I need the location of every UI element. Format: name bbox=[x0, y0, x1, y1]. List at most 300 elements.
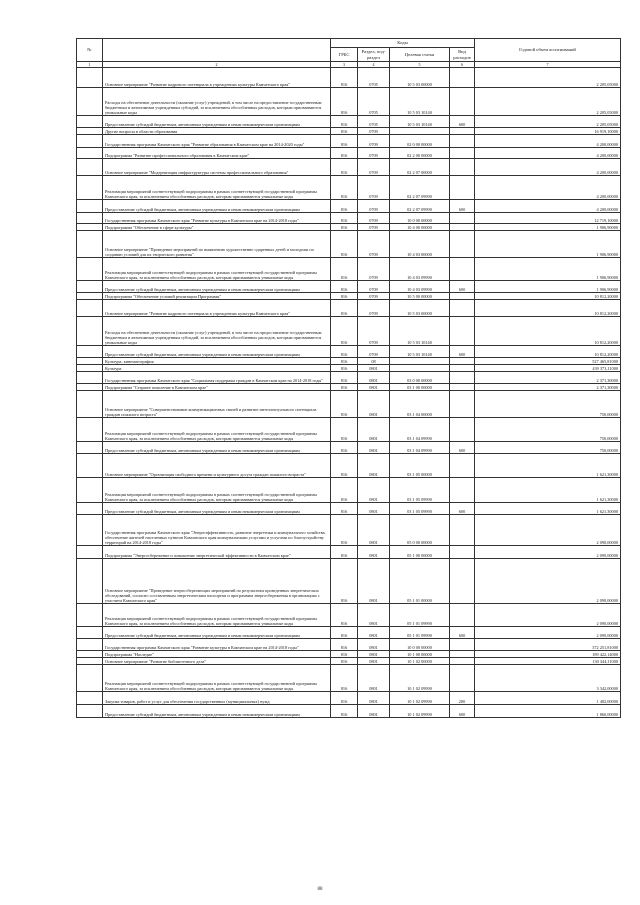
item-name-cell: Подпрограмма "Наследие" bbox=[103, 651, 331, 658]
col-num: 1 bbox=[77, 62, 103, 68]
csr-cell: 10 1 00 00000 bbox=[390, 651, 450, 658]
vr-cell: 600 bbox=[450, 442, 475, 454]
row-number-cell bbox=[77, 372, 103, 384]
grbs-cell: 816 bbox=[331, 365, 358, 372]
sum-cell: 12 719,10000 bbox=[475, 213, 621, 224]
grbs-cell: 816 bbox=[331, 346, 358, 358]
row-number-cell bbox=[77, 293, 103, 300]
table-row bbox=[77, 116, 621, 128]
item-name-cell: Основное мероприятие "Проведение энергосберегающих мероприятий по результатам проведенных энергетических обследований, согласно составленным энергетическим паспортам и программам энергосбережения в организациях с участием Камчатского края" bbox=[103, 559, 331, 604]
csr-cell: 10 0 00 00000 bbox=[390, 213, 450, 224]
table-row bbox=[77, 365, 621, 372]
sum-cell: 1 621,30000 bbox=[475, 478, 621, 503]
vr-cell bbox=[450, 258, 475, 281]
header-no: № bbox=[77, 39, 103, 62]
row-number-cell bbox=[77, 604, 103, 627]
sum-cell: 2 205,05000 bbox=[475, 116, 621, 128]
col-num: 2 bbox=[103, 62, 331, 68]
razdel-cell: 0801 bbox=[358, 418, 390, 442]
razdel-cell: 0801 bbox=[358, 372, 390, 384]
item-name-cell: Подпрограмма "Развитие профессионального образования в Камчатском крае" bbox=[103, 148, 331, 159]
sum-cell: 2 205,05000 bbox=[475, 88, 621, 116]
grbs-cell: 816 bbox=[331, 639, 358, 651]
table-row bbox=[77, 317, 621, 346]
csr-cell: 10 0 00 00000 bbox=[390, 639, 450, 651]
vr-cell bbox=[450, 128, 475, 135]
vr-cell bbox=[450, 68, 475, 88]
razdel-cell: 0801 bbox=[358, 503, 390, 515]
grbs-cell: 816 bbox=[331, 88, 358, 116]
vr-cell bbox=[450, 478, 475, 503]
razdel-cell: 0709 bbox=[358, 135, 390, 148]
razdel-cell: 0709 bbox=[358, 176, 390, 200]
csr-cell: 10 5 03 00000 bbox=[390, 300, 450, 317]
item-name-cell: Предоставление субсидий бюджетным, автономным учреждениям и иным некоммерческим организациям bbox=[103, 627, 331, 639]
sum-cell: 2 090,00000 bbox=[475, 627, 621, 639]
razdel-cell: 0801 bbox=[358, 658, 390, 665]
table-row bbox=[77, 442, 621, 454]
row-number-cell bbox=[77, 68, 103, 88]
sum-cell: 2 205,05000 bbox=[475, 68, 621, 88]
csr-cell: 10 5 03 10140 bbox=[390, 346, 450, 358]
table-row bbox=[77, 705, 621, 718]
sum-cell: 16 919,10000 bbox=[475, 128, 621, 135]
grbs-cell: 816 bbox=[331, 224, 358, 231]
vr-cell bbox=[450, 559, 475, 604]
vr-cell bbox=[450, 231, 475, 258]
item-name-cell: Реализация мероприятий соответствующей подпрограммы в рамках соответствующей государственной программы Камчатского края, за исключением обособленных расходов, которым присваиваются уникальные коды bbox=[103, 176, 331, 200]
item-name-cell: Предоставление субсидий бюджетным, автономным учреждениям и иным некоммерческим организациям bbox=[103, 281, 331, 293]
item-name-cell: Культура, кинематография bbox=[103, 358, 331, 365]
item-name-cell: Государственная программа Камчатского края "Энергоэффективность, развитие энергетики и коммунального хозяйства, обеспечение жителей населенных пунктов Камчатского края коммунальными услугами и услугами по благоустройству территорий на 2014-2018 годы" bbox=[103, 515, 331, 546]
sum-cell: 4 200,00000 bbox=[475, 148, 621, 159]
row-number-cell bbox=[77, 639, 103, 651]
table-row bbox=[77, 88, 621, 116]
razdel-cell: 0709 bbox=[358, 300, 390, 317]
vr-cell: 200 bbox=[450, 692, 475, 705]
row-number-cell bbox=[77, 418, 103, 442]
sum-cell: 2 090,00000 bbox=[475, 546, 621, 559]
item-name-cell: Основное мероприятие "Развитие кадрового потенциала в учреждениях культуры Камчатского края" bbox=[103, 68, 331, 88]
razdel-cell: 0801 bbox=[358, 627, 390, 639]
table-row bbox=[77, 224, 621, 231]
csr-cell: 02 0 00 00000 bbox=[390, 135, 450, 148]
table-row bbox=[77, 559, 621, 604]
item-name-cell: Закупка товаров, работ и услуг для обеспечения государственных (муниципальных) нужд bbox=[103, 692, 331, 705]
grbs-cell: 816 bbox=[331, 658, 358, 665]
item-name-cell: Основное мероприятие "Развитие кадрового потенциала в учреждениях культуры Камчатского края" bbox=[103, 300, 331, 317]
grbs-cell: 816 bbox=[331, 454, 358, 478]
csr-cell: 03 1 04 09990 bbox=[390, 418, 450, 442]
csr-cell bbox=[390, 128, 450, 135]
grbs-cell: 816 bbox=[331, 213, 358, 224]
vr-cell: 600 bbox=[450, 281, 475, 293]
vr-cell bbox=[450, 651, 475, 658]
item-name-cell: Основное мероприятие "Развитие библиотечного дела" bbox=[103, 658, 331, 665]
item-name-cell: Предоставление субсидий бюджетным, автономным учреждениям и иным некоммерческим организациям bbox=[103, 116, 331, 128]
col-num: 7 bbox=[475, 62, 621, 68]
sum-cell: 4 200,00000 bbox=[475, 135, 621, 148]
table-row bbox=[77, 651, 621, 658]
razdel-cell: 0801 bbox=[358, 692, 390, 705]
vr-cell bbox=[450, 88, 475, 116]
sum-cell: 750,00000 bbox=[475, 442, 621, 454]
sum-cell: 1 906,90000 bbox=[475, 224, 621, 231]
table-row bbox=[77, 604, 621, 627]
item-name-cell: Реализация мероприятий соответствующей подпрограммы в рамках соответствующей государственной программы Камчатского края, за исключением обособленных расходов, которым присваиваются уникальные коды bbox=[103, 478, 331, 503]
item-name-cell: Подпрограмма "Обеспечение в сфере культуры" bbox=[103, 224, 331, 231]
item-name-cell: Расходы на обеспечение деятельности (оказание услуг) учреждений, в том числе на предоставление государственным бюджетным и автономным учреждениям субсидий, за исключением обособленных расходов, которым присваиваются уникальные коды bbox=[103, 88, 331, 116]
grbs-cell: 816 bbox=[331, 159, 358, 176]
vr-cell bbox=[450, 365, 475, 372]
row-number-cell bbox=[77, 281, 103, 293]
sum-cell: 372 251,81000 bbox=[475, 639, 621, 651]
sum-cell: 2 090,00000 bbox=[475, 515, 621, 546]
sum-cell: 4 200,00000 bbox=[475, 200, 621, 213]
row-number-cell bbox=[77, 515, 103, 546]
vr-cell bbox=[450, 604, 475, 627]
table-row bbox=[77, 454, 621, 478]
sum-cell: 2 371,30000 bbox=[475, 384, 621, 391]
sum-cell: 1 906,90000 bbox=[475, 231, 621, 258]
item-name-cell: Подпрограмма "Обеспечение условий реализации Программы" bbox=[103, 293, 331, 300]
razdel-cell: 0705 bbox=[358, 68, 390, 88]
razdel-cell: 0801 bbox=[358, 515, 390, 546]
grbs-cell: 816 bbox=[331, 176, 358, 200]
table-row bbox=[77, 176, 621, 200]
table-row bbox=[77, 639, 621, 651]
col-num: 4 bbox=[358, 62, 390, 68]
razdel-cell: 0801 bbox=[358, 651, 390, 658]
row-number-cell bbox=[77, 503, 103, 515]
row-number-cell bbox=[77, 88, 103, 116]
vr-cell bbox=[450, 639, 475, 651]
vr-cell bbox=[450, 658, 475, 665]
vr-cell: 600 bbox=[450, 503, 475, 515]
table-row bbox=[77, 258, 621, 281]
csr-cell: 02 2 07 00000 bbox=[390, 159, 450, 176]
table-body bbox=[77, 68, 621, 718]
table-header bbox=[77, 39, 621, 68]
razdel-cell: 0709 bbox=[358, 317, 390, 346]
row-number-cell bbox=[77, 159, 103, 176]
col-num: 6 bbox=[450, 62, 475, 68]
grbs-cell: 816 bbox=[331, 692, 358, 705]
razdel-cell: 0801 bbox=[358, 454, 390, 478]
grbs-cell: 816 bbox=[331, 148, 358, 159]
row-number-cell bbox=[77, 627, 103, 639]
item-name-cell: Расходы на обеспечение деятельности (оказание услуг) учреждений, в том числе на предоставление государственным бюджетным и автономным учреждениям субсидий, за исключением обособленных расходов, которым присваиваются уникальные коды bbox=[103, 317, 331, 346]
header-total: Годовой объем ассигнований bbox=[475, 39, 621, 62]
csr-cell: 03 1 04 00000 bbox=[390, 391, 450, 418]
item-name-cell: Основное мероприятие "Проведение мероприятий по выявлению художественно одаренных детей и молодежи по созданию условий для их творческого развития" bbox=[103, 231, 331, 258]
vr-cell bbox=[450, 384, 475, 391]
grbs-cell: 816 bbox=[331, 705, 358, 718]
csr-cell: 10 1 02 00000 bbox=[390, 658, 450, 665]
vr-cell: 600 bbox=[450, 200, 475, 213]
vr-cell: 600 bbox=[450, 346, 475, 358]
row-number-cell bbox=[77, 200, 103, 213]
vr-cell bbox=[450, 418, 475, 442]
csr-cell: 05 1 00 00000 bbox=[390, 546, 450, 559]
csr-cell: 10 4 03 00000 bbox=[390, 231, 450, 258]
header-vr: Вид расходов bbox=[450, 48, 475, 62]
item-name-cell: Предоставление субсидий бюджетным, автономным учреждениям и иным некоммерческим организациям bbox=[103, 705, 331, 718]
sum-cell: 1 482,00000 bbox=[475, 692, 621, 705]
row-number-cell bbox=[77, 559, 103, 604]
item-name-cell: Основное мероприятие "Модернизация инфраструктуры системы профессионального образования" bbox=[103, 159, 331, 176]
csr-cell: 10 4 03 09990 bbox=[390, 281, 450, 293]
table-row bbox=[77, 358, 621, 365]
razdel-cell: 0801 bbox=[358, 705, 390, 718]
vr-cell bbox=[450, 372, 475, 384]
grbs-cell: 816 bbox=[331, 546, 358, 559]
sum-cell: 10 812,20000 bbox=[475, 317, 621, 346]
row-number-cell bbox=[77, 478, 103, 503]
csr-cell: 03 1 00 00000 bbox=[390, 384, 450, 391]
grbs-cell: 816 bbox=[331, 604, 358, 627]
row-number-cell bbox=[77, 213, 103, 224]
table-row bbox=[77, 546, 621, 559]
sum-cell: 439 373,11000 bbox=[475, 365, 621, 372]
razdel-cell: 0801 bbox=[358, 365, 390, 372]
table-row bbox=[77, 128, 621, 135]
csr-cell: 05 0 00 00000 bbox=[390, 515, 450, 546]
razdel-cell: 0709 bbox=[358, 159, 390, 176]
razdel-cell: 0801 bbox=[358, 604, 390, 627]
razdel-cell: 0709 bbox=[358, 213, 390, 224]
table-row bbox=[77, 384, 621, 391]
grbs-cell: 816 bbox=[331, 258, 358, 281]
csr-cell: 10 5 03 10140 bbox=[390, 88, 450, 116]
sum-cell: 750,00000 bbox=[475, 418, 621, 442]
header-csr: Целевая статья bbox=[390, 48, 450, 62]
vr-cell bbox=[450, 293, 475, 300]
grbs-cell: 816 bbox=[331, 281, 358, 293]
grbs-cell: 816 bbox=[331, 293, 358, 300]
item-name-cell: Государственная программа Камчатского края "Социальная поддержка граждан в Камчатском крае на 2014-2018 годы" bbox=[103, 372, 331, 384]
csr-cell: 03 1 05 09990 bbox=[390, 478, 450, 503]
budget-table bbox=[76, 38, 621, 718]
table-row bbox=[77, 300, 621, 317]
table-row bbox=[77, 658, 621, 665]
razdel-cell: 0705 bbox=[358, 88, 390, 116]
row-number-cell bbox=[77, 384, 103, 391]
table-row bbox=[77, 503, 621, 515]
item-name-cell: Предоставление субсидий бюджетным, автономным учреждениям и иным некоммерческим организациям bbox=[103, 346, 331, 358]
csr-cell: 10 4 00 00000 bbox=[390, 224, 450, 231]
item-name-cell: Предоставление субсидий бюджетным, автономным учреждениям и иным некоммерческим организациям bbox=[103, 442, 331, 454]
table-row bbox=[77, 231, 621, 258]
item-name-cell: Подпрограмма "Старшее поколение в Камчатском крае" bbox=[103, 384, 331, 391]
csr-cell: 10 5 00 00000 bbox=[390, 293, 450, 300]
table-row bbox=[77, 200, 621, 213]
razdel-cell: 0709 bbox=[358, 293, 390, 300]
table-row bbox=[77, 478, 621, 503]
grbs-cell: 816 bbox=[331, 128, 358, 135]
sum-cell: 1 621,30000 bbox=[475, 454, 621, 478]
row-number-cell bbox=[77, 692, 103, 705]
grbs-cell: 816 bbox=[331, 317, 358, 346]
table-row bbox=[77, 418, 621, 442]
row-number-cell bbox=[77, 128, 103, 135]
csr-cell: 10 1 02 09990 bbox=[390, 692, 450, 705]
vr-cell bbox=[450, 391, 475, 418]
sum-cell: 1 621,30000 bbox=[475, 503, 621, 515]
razdel-cell: 0705 bbox=[358, 116, 390, 128]
grbs-cell: 816 bbox=[331, 372, 358, 384]
grbs-cell: 816 bbox=[331, 418, 358, 442]
row-number-cell bbox=[77, 135, 103, 148]
vr-cell bbox=[450, 317, 475, 346]
sum-cell: 3 342,00000 bbox=[475, 665, 621, 692]
grbs-cell: 816 bbox=[331, 384, 358, 391]
razdel-cell: 0709 bbox=[358, 224, 390, 231]
row-number-cell bbox=[77, 391, 103, 418]
grbs-cell: 816 bbox=[331, 200, 358, 213]
row-number-cell bbox=[77, 442, 103, 454]
item-name-cell: Культура bbox=[103, 365, 331, 372]
grbs-cell: 816 bbox=[331, 231, 358, 258]
table-row bbox=[77, 372, 621, 384]
razdel-cell: 0801 bbox=[358, 665, 390, 692]
col-num: 3 bbox=[331, 62, 358, 68]
csr-cell: 10 5 03 00000 bbox=[390, 68, 450, 88]
header-grbs: ГРБС bbox=[331, 48, 358, 62]
razdel-cell: 0709 bbox=[358, 200, 390, 213]
razdel-cell: 0801 bbox=[358, 478, 390, 503]
table-row bbox=[77, 68, 621, 88]
row-number-cell bbox=[77, 658, 103, 665]
item-name-cell: Реализация мероприятий соответствующей подпрограммы в рамках соответствующей государственной программы Камчатского края, за исключением обособленных расходов, которым присваиваются уникальные коды bbox=[103, 418, 331, 442]
row-number-cell bbox=[77, 358, 103, 365]
csr-cell: 10 1 02 09990 bbox=[390, 705, 450, 718]
razdel-cell: 0709 bbox=[358, 231, 390, 258]
csr-cell: 03 1 05 09990 bbox=[390, 503, 450, 515]
csr-cell: 05 1 01 09990 bbox=[390, 604, 450, 627]
csr-cell: 10 5 03 10140 bbox=[390, 317, 450, 346]
razdel-cell: 0801 bbox=[358, 384, 390, 391]
vr-cell bbox=[450, 159, 475, 176]
sum-cell: 10 812,20000 bbox=[475, 346, 621, 358]
table-row bbox=[77, 627, 621, 639]
csr-cell: 03 1 04 09990 bbox=[390, 442, 450, 454]
vr-cell bbox=[450, 148, 475, 159]
csr-cell: 02 2 00 00000 bbox=[390, 148, 450, 159]
table-row bbox=[77, 346, 621, 358]
row-number-cell bbox=[77, 148, 103, 159]
row-number-cell bbox=[77, 116, 103, 128]
csr-cell: 02 2 07 09990 bbox=[390, 200, 450, 213]
header-razdel: Раздел, под-раздел bbox=[358, 48, 390, 62]
row-number-cell bbox=[77, 258, 103, 281]
item-name-cell: Государственная программа Камчатского края "Развитие культуры в Камчатском крае на 2014-2018 годы" bbox=[103, 639, 331, 651]
razdel-cell: 08 bbox=[358, 358, 390, 365]
vr-cell bbox=[450, 135, 475, 148]
razdel-cell: 0709 bbox=[358, 346, 390, 358]
vr-cell bbox=[450, 546, 475, 559]
csr-cell bbox=[390, 365, 450, 372]
item-name-cell: Реализация мероприятий соответствующей подпрограммы в рамках соответствующей государственной программы Камчатского края, за исключением обособленных расходов, которым присваиваются уникальные коды bbox=[103, 604, 331, 627]
sum-cell: 750,00000 bbox=[475, 391, 621, 418]
vr-cell: 600 bbox=[450, 705, 475, 718]
row-number-cell bbox=[77, 346, 103, 358]
csr-cell: 05 1 01 00000 bbox=[390, 559, 450, 604]
vr-cell bbox=[450, 213, 475, 224]
table-row bbox=[77, 391, 621, 418]
razdel-cell: 0801 bbox=[358, 559, 390, 604]
row-number-cell bbox=[77, 651, 103, 658]
grbs-cell: 816 bbox=[331, 478, 358, 503]
item-name-cell: Другие вопросы в области образования bbox=[103, 128, 331, 135]
row-number-cell bbox=[77, 546, 103, 559]
sum-cell: 4 200,00000 bbox=[475, 176, 621, 200]
grbs-cell: 816 bbox=[331, 651, 358, 658]
row-number-cell bbox=[77, 454, 103, 478]
grbs-cell: 816 bbox=[331, 135, 358, 148]
grbs-cell: 816 bbox=[331, 665, 358, 692]
vr-cell bbox=[450, 176, 475, 200]
grbs-cell: 816 bbox=[331, 559, 358, 604]
vr-cell bbox=[450, 454, 475, 478]
sum-cell: 4 200,00000 bbox=[475, 159, 621, 176]
grbs-cell: 816 bbox=[331, 515, 358, 546]
razdel-cell: 0709 bbox=[358, 148, 390, 159]
item-name-cell: Реализация мероприятий соответствующей подпрограммы в рамках соответствующей государственной программы Камчатского края, за исключением обособленных расходов, которым присваиваются уникальные коды bbox=[103, 258, 331, 281]
csr-cell bbox=[390, 358, 450, 365]
razdel-cell: 0801 bbox=[358, 391, 390, 418]
table-row bbox=[77, 159, 621, 176]
vr-cell: 600 bbox=[450, 627, 475, 639]
item-name-cell: Государственная программа Камчатского края "Развитие образования в Камчатском крае на 2014-2020 годы" bbox=[103, 135, 331, 148]
header-name bbox=[103, 39, 331, 62]
csr-cell: 05 1 01 09990 bbox=[390, 627, 450, 639]
item-name-cell: Предоставление субсидий бюджетным, автономным учреждениям и иным некоммерческим организациям bbox=[103, 503, 331, 515]
csr-cell: 03 1 05 00000 bbox=[390, 454, 450, 478]
csr-cell: 10 4 03 09990 bbox=[390, 258, 450, 281]
grbs-cell: 816 bbox=[331, 442, 358, 454]
sum-cell: 1 860,00000 bbox=[475, 705, 621, 718]
csr-cell: 03 0 00 00000 bbox=[390, 372, 450, 384]
grbs-cell: 816 bbox=[331, 358, 358, 365]
razdel-cell: 0709 bbox=[358, 128, 390, 135]
razdel-cell: 0801 bbox=[358, 442, 390, 454]
header-codes: Коды bbox=[331, 39, 475, 48]
table-row bbox=[77, 692, 621, 705]
item-name-cell: Государственная программа Камчатского края "Развитие культуры в Камчатском крае на 2014-2018 годы" bbox=[103, 213, 331, 224]
grbs-cell: 816 bbox=[331, 503, 358, 515]
razdel-cell: 0801 bbox=[358, 639, 390, 651]
vr-cell: 600 bbox=[450, 116, 475, 128]
page-number: 88 bbox=[317, 887, 323, 892]
table-row bbox=[77, 515, 621, 546]
row-number-cell bbox=[77, 224, 103, 231]
row-number-cell bbox=[77, 365, 103, 372]
razdel-cell: 0709 bbox=[358, 281, 390, 293]
table-row bbox=[77, 135, 621, 148]
item-name-cell: Реализация мероприятий соответствующей подпрограммы в рамках соответствующей государственной программы Камчатского края, за исключением обособленных расходов, которым присваиваются уникальные коды bbox=[103, 665, 331, 692]
sum-cell: 10 812,20000 bbox=[475, 293, 621, 300]
row-number-cell bbox=[77, 317, 103, 346]
sum-cell: 2 371,30000 bbox=[475, 372, 621, 384]
razdel-cell: 0801 bbox=[358, 546, 390, 559]
csr-cell: 10 5 03 10140 bbox=[390, 116, 450, 128]
row-number-cell bbox=[77, 231, 103, 258]
razdel-cell: 0709 bbox=[358, 258, 390, 281]
table-row bbox=[77, 293, 621, 300]
col-num: 5 bbox=[390, 62, 450, 68]
table-row bbox=[77, 665, 621, 692]
